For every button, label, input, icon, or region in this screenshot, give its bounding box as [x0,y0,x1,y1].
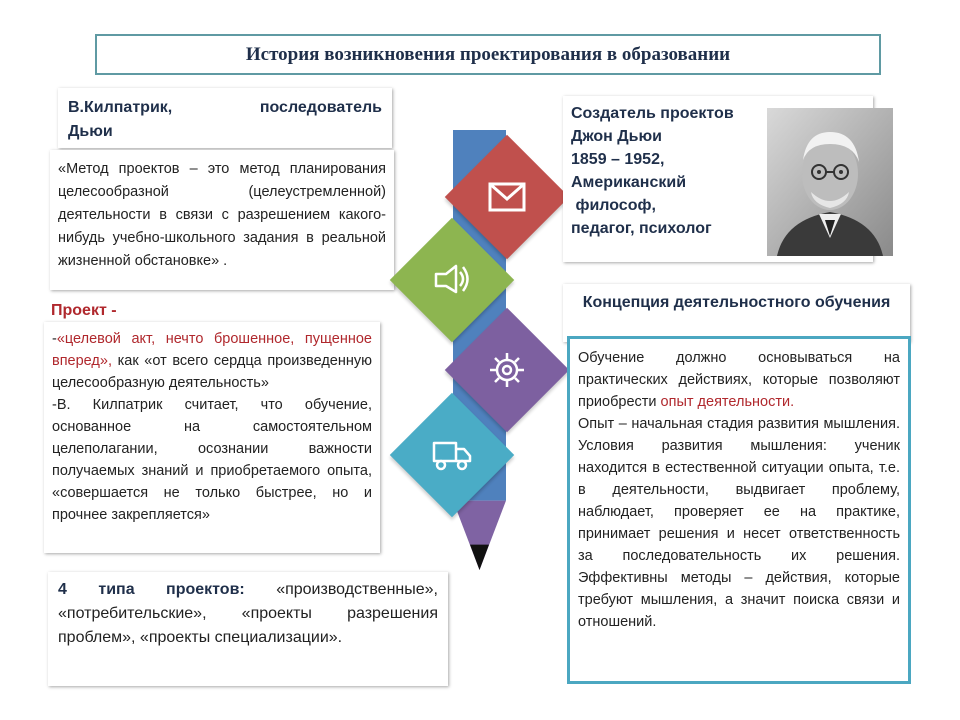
project-types-box [48,572,448,686]
dewey-line-1: Создатель проектов [571,105,734,122]
gear-icon [482,347,532,393]
page-title: История возникновения проектирования в образовании [245,43,731,65]
dewey-line-2: Джон Дьюи [571,128,662,145]
project-item-2: -В. Килпатрик считает, что обучение, основанное на самостоятельном целеполагании, осознании важности получаемых знаний и приобретаемого опыта, «совершается не только быстрее, но и прочнее закрепляется» [52,397,372,523]
truck-icon [427,432,477,478]
project-label: Проект - [51,302,117,319]
project-item-1: -«целевой акт, нечто брошенное, пущенное вперед», как «от всего сердца произведенную целесообразную деятельность» [52,331,372,391]
kilpatrick-name: В.Килпатрик, [68,99,173,116]
dewey-line-6: педагог, психолог [571,220,712,237]
dewey-line-3: 1859 – 1952, [571,151,665,168]
dewey-line-4: Американский [571,174,687,191]
dewey-box [563,96,873,262]
method-definition-box [50,150,394,290]
concept-title-box [563,284,910,342]
concept-experience-highlight: опыт деятельности. [660,394,795,410]
concept-title: Концепция деятельностного обучения [582,294,891,311]
envelope-icon [482,174,532,220]
megaphone-icon [427,257,477,303]
concept-paragraph-2: Опыт – начальная стадия развития мышления. Условия развития мышления: ученик находится в естественной ситуации опыта, т.е. в деятельности, выдвигает проблему, наблюдает, проверяет ее на практике, принимает решения и несет ответственность за последовательность их решения. Эффективны методы – действия, которые требуют мышления, а значит поиска связи и отношений. [578,416,900,630]
project-item-2-text: В. Килпатрик считает, что обучение, основанное на самостоятельном целеполагании, осознании важности получаемых знаний и приобретаемого опыта, «совершается не только быстрее, но и прочнее закрепляется» [52,397,372,523]
dewey-text [571,102,781,240]
method-definition-text: «Метод проектов – это метод планирования целесообразной (целеустремленной) деятельности в связи с разрешением какого-нибудь учебно-школьного задания в реальной жизненной обстановке» . [58,161,386,269]
title-bar [95,34,881,75]
project-box [44,322,380,553]
project-item-1-quote: «целевой акт, нечто брошенное, пущенное вперед», [52,331,372,369]
project-item-1-rest: как «от всего сердца произведенную целесообразную деятельность» [52,353,372,391]
kilpatrick-follower: последователь [259,99,382,116]
project-types-text: «производственные», «потребительские», «проекты разрешения проблем», «проекты специализации». [58,581,438,646]
dewey-portrait [767,108,893,256]
kilpatrick-header [58,88,392,148]
concept-paragraph-1-text: Обучение должно основываться на практических действиях, которые позволяют приобрести [578,350,900,410]
concept-paragraph-1 [578,347,900,413]
dewey-line-5: философ, [571,197,656,214]
kilpatrick-dewey: Дьюи [68,123,113,140]
diamond-truck [397,390,507,540]
project-types-label: 4 типа проектов: [58,581,245,598]
concept-body-box [567,336,911,684]
